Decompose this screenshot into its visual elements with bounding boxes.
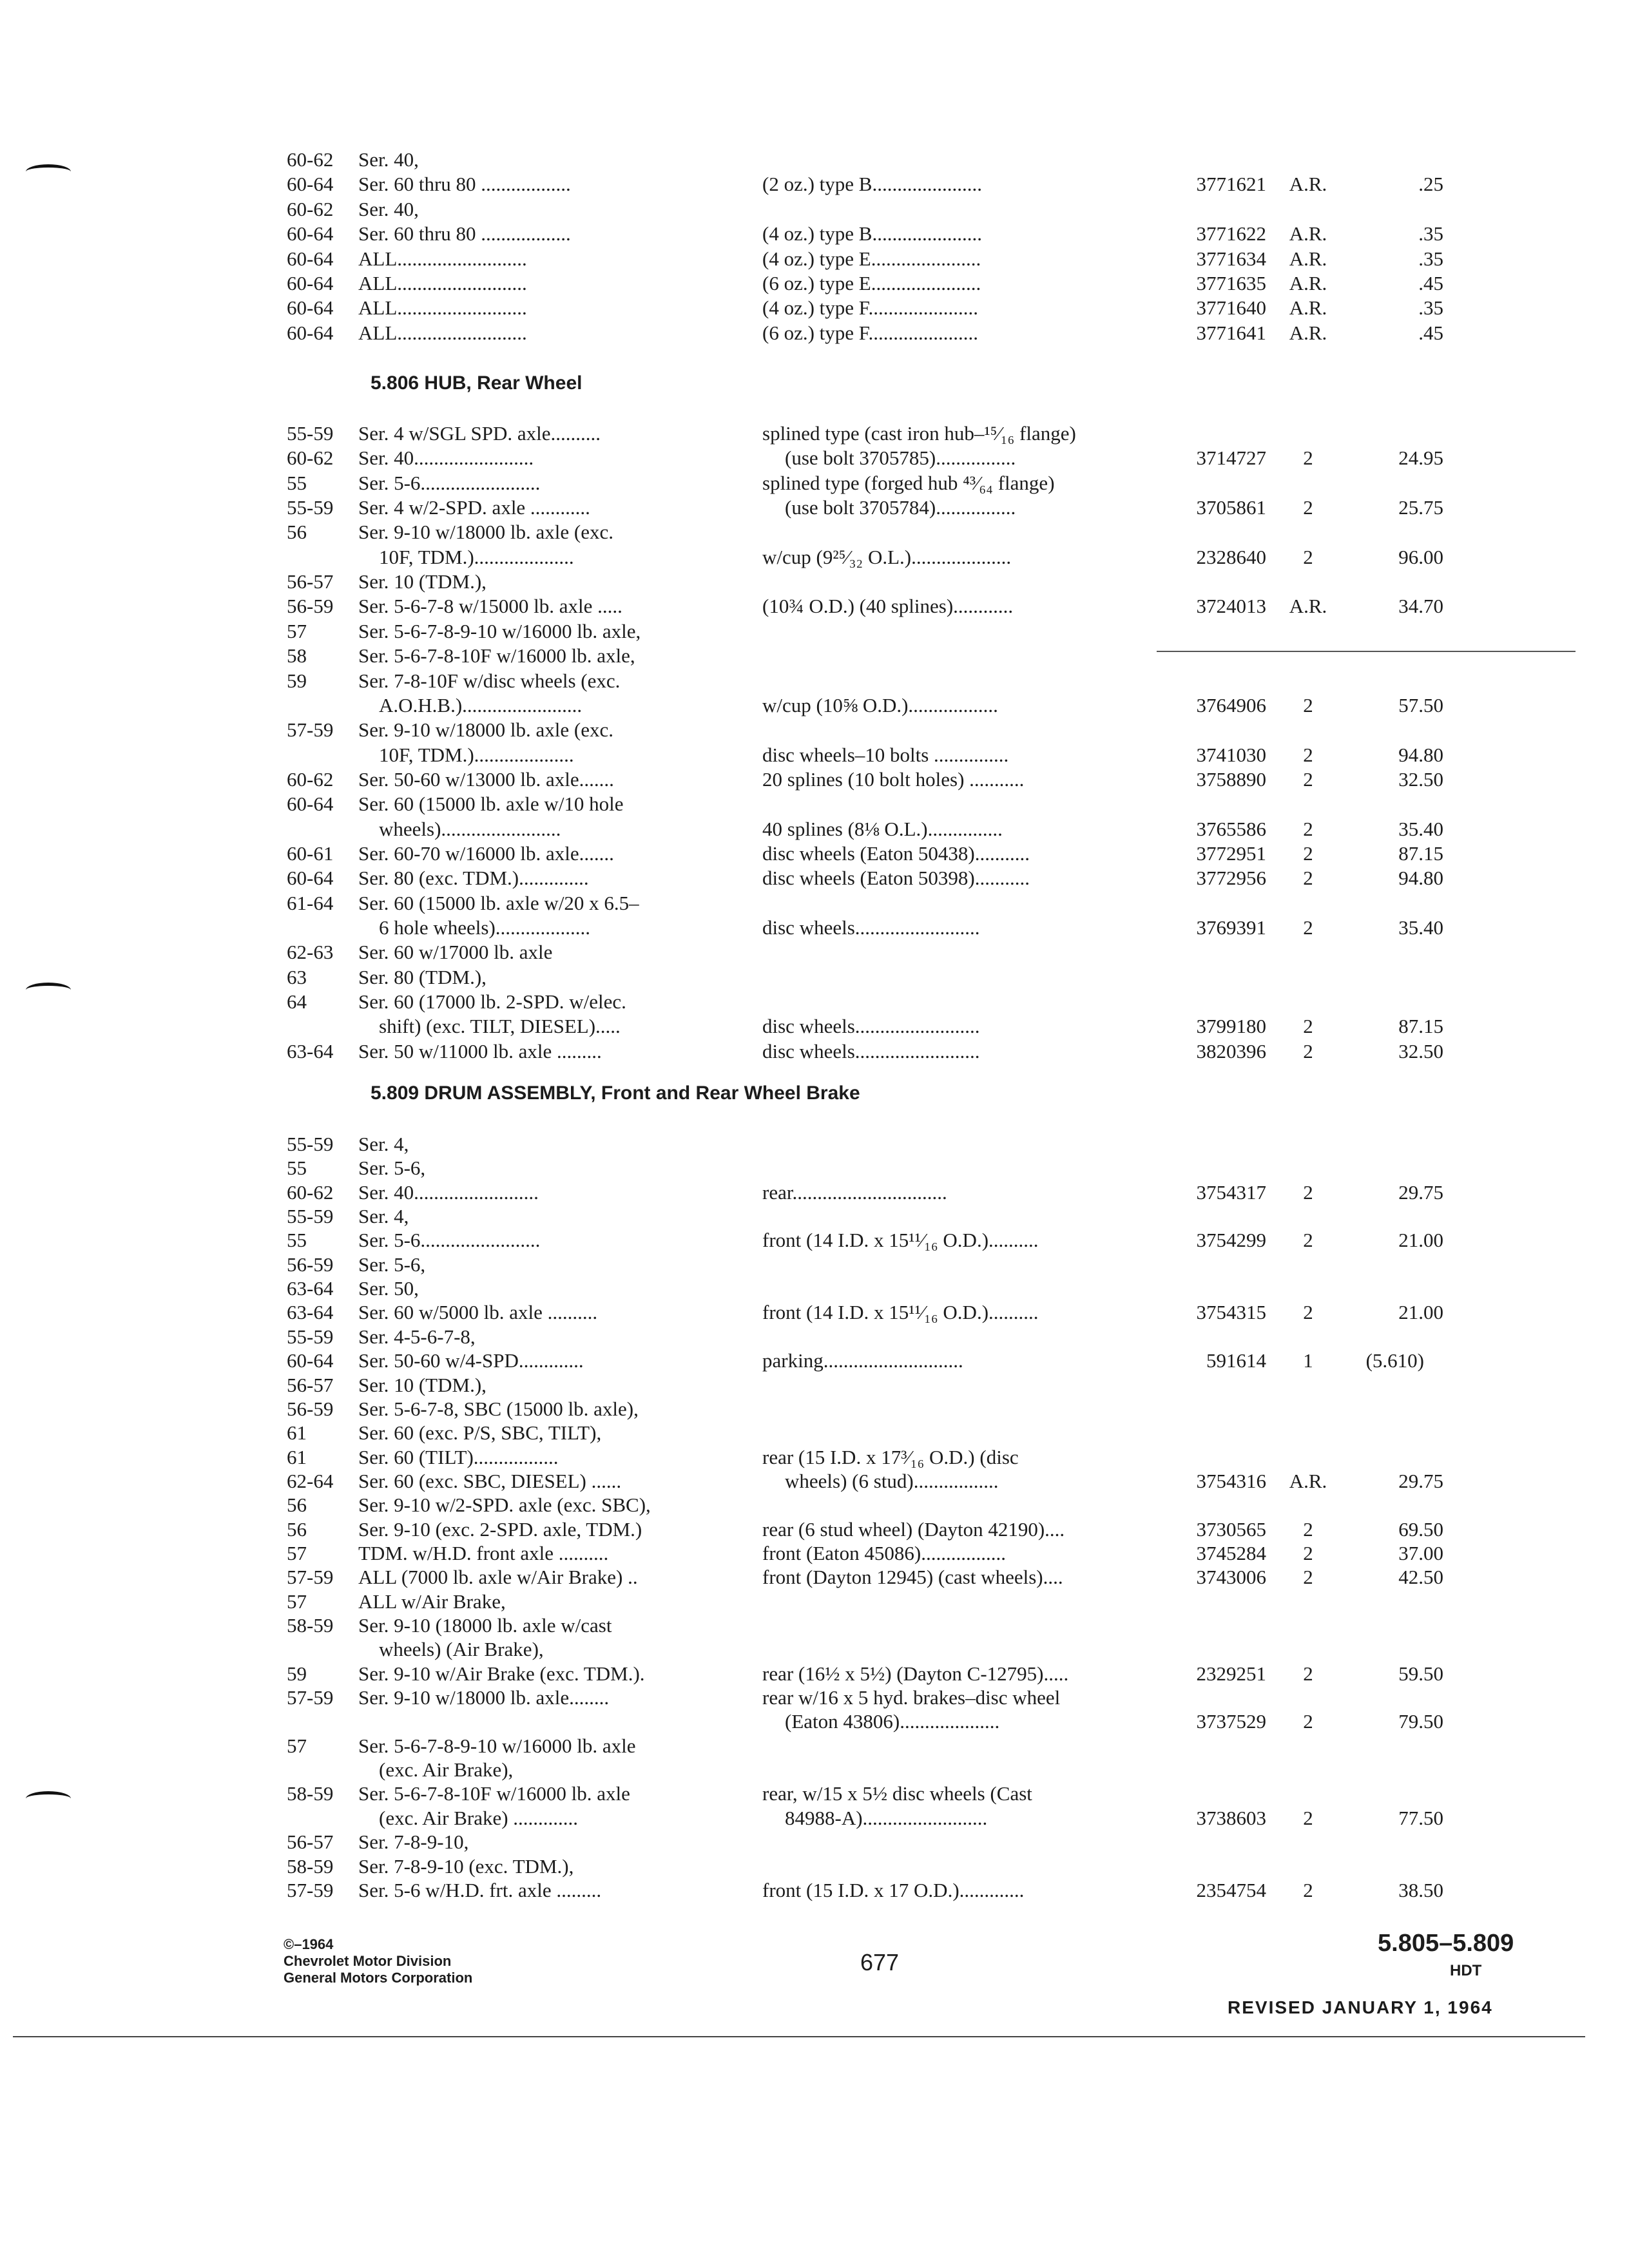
price: .35 — [1418, 247, 1443, 270]
application: Ser. 5-6-7-8-9-10 w/16000 lb. axle, — [358, 619, 641, 642]
model-year: 57 — [287, 1590, 307, 1613]
model-year: 60-64 — [287, 222, 334, 245]
price: 79.50 — [1398, 1710, 1443, 1733]
quantity: 2 — [1303, 1541, 1313, 1564]
application: Ser. 5-6-7-8-9-10 w/16000 lb. axle — [358, 1734, 636, 1757]
model-year: 55-59 — [287, 496, 334, 519]
application-continued: (exc. Air Brake) ............. — [379, 1806, 579, 1829]
part-description: 20 splines (10 bolt holes) ........... — [762, 767, 1025, 791]
section-heading-5-806: 5.806 HUB, Rear Wheel — [371, 372, 583, 394]
application: Ser. 4, — [358, 1133, 409, 1155]
part-description-continued: (use bolt 3705784)................ — [785, 496, 1016, 519]
model-year: 60-64 — [287, 867, 334, 890]
quantity: 2 — [1303, 1517, 1313, 1541]
section-heading-5-809: 5.809 DRUM ASSEMBLY, Front and Rear Wheel Brake — [371, 1082, 860, 1104]
model-year: 63-64 — [287, 1301, 334, 1324]
model-year: 57-59 — [287, 1686, 334, 1709]
model-year: 59 — [287, 669, 307, 692]
model-year: 63-64 — [287, 1277, 334, 1300]
model-year: 55-59 — [287, 1325, 334, 1348]
model-year: 55 — [287, 1157, 307, 1180]
part-number: 3737529 — [1196, 1710, 1266, 1733]
part-number: 3730565 — [1196, 1517, 1266, 1541]
part-number: 3743006 — [1196, 1566, 1266, 1589]
quantity: 2 — [1303, 496, 1313, 519]
part-description: disc wheels–10 bolts ............... — [762, 743, 1009, 766]
application: Ser. 60 (15000 lb. axle w/20 x 6.5– — [358, 891, 639, 914]
model-year: 56-59 — [287, 1397, 334, 1420]
part-description-continued: wheels) (6 stud)................. — [785, 1469, 999, 1492]
quantity: 1 — [1303, 1349, 1313, 1372]
model-year: 61-64 — [287, 891, 334, 914]
part-number: 3705861 — [1196, 496, 1266, 519]
application: Ser. 50-60 w/13000 lb. axle....... — [358, 767, 614, 791]
application: Ser. 60 thru 80 .................. — [358, 173, 571, 196]
application: Ser. 4 w/2-SPD. axle ............ — [358, 496, 590, 519]
model-year: 56-59 — [287, 1253, 334, 1276]
part-number: 3714727 — [1196, 447, 1266, 470]
part-number: 3758890 — [1196, 767, 1266, 791]
price: 69.50 — [1398, 1517, 1443, 1541]
price: 24.95 — [1398, 447, 1443, 470]
application-continued: shift) (exc. TILT, DIESEL)..... — [379, 1015, 621, 1038]
part-number: 3771622 — [1196, 222, 1266, 245]
price: .45 — [1418, 321, 1443, 344]
application: Ser. 10 (TDM.), — [358, 1373, 487, 1396]
quantity: 2 — [1303, 916, 1313, 939]
part-description: splined type (forged hub ⁴³⁄₆₄ flange) — [762, 471, 1055, 494]
application: Ser. 9-10 (exc. 2-SPD. axle, TDM.) — [358, 1517, 642, 1541]
application: ALL.......................... — [358, 321, 527, 344]
quantity: A.R. — [1289, 272, 1327, 294]
application: Ser. 80 (exc. TDM.).............. — [358, 867, 589, 890]
part-number: 3772951 — [1196, 841, 1266, 865]
application: Ser. 9-10 w/Air Brake (exc. TDM.). — [358, 1662, 645, 1685]
quantity: A.R. — [1289, 173, 1327, 196]
part-description: front (Dayton 12945) (cast wheels).... — [762, 1566, 1063, 1589]
application: Ser. 9-10 (18000 lb. axle w/cast — [358, 1614, 612, 1637]
application: Ser. 60 w/5000 lb. axle .......... — [358, 1301, 598, 1324]
price: 87.15 — [1398, 841, 1443, 865]
model-year: 58-59 — [287, 1782, 334, 1805]
binder-hole-mark — [26, 983, 71, 997]
application: Ser. 5-6........................ — [358, 471, 541, 494]
application: Ser. 5-6, — [358, 1157, 426, 1180]
part-number: 2328640 — [1196, 545, 1266, 568]
price: 29.75 — [1398, 1469, 1443, 1492]
quantity: 2 — [1303, 1662, 1313, 1685]
model-year: 60-62 — [287, 148, 334, 171]
price: 25.75 — [1398, 496, 1443, 519]
part-number: 3754317 — [1196, 1180, 1266, 1204]
application: ALL.......................... — [358, 296, 527, 320]
application: Ser. 60 thru 80 .................. — [358, 222, 571, 245]
price: 57.50 — [1398, 693, 1443, 716]
model-year: 63-64 — [287, 1039, 334, 1062]
part-number: 3771641 — [1196, 321, 1266, 344]
part-description: rear (15 I.D. x 17³⁄₁₆ O.D.) (disc — [762, 1445, 1019, 1468]
price: .35 — [1418, 222, 1443, 245]
application: Ser. 9-10 w/18000 lb. axle........ — [358, 1686, 610, 1709]
catalog-code: HDT — [1450, 1962, 1482, 1979]
model-year: 57-59 — [287, 718, 334, 742]
part-description-continued: 84988-A)......................... — [785, 1806, 988, 1829]
part-description: rear............................... — [762, 1180, 947, 1204]
quantity: 2 — [1303, 1566, 1313, 1589]
part-description: front (14 I.D. x 15¹¹⁄₁₆ O.D.).......... — [762, 1229, 1039, 1252]
model-year: 60-64 — [287, 1349, 334, 1372]
application: Ser. 5-6, — [358, 1253, 426, 1276]
price: .35 — [1418, 296, 1443, 320]
application: ALL (7000 lb. axle w/Air Brake) .. — [358, 1566, 638, 1589]
part-number: 3724013 — [1196, 595, 1266, 618]
part-number: 2329251 — [1196, 1662, 1266, 1685]
quantity: 2 — [1303, 1301, 1313, 1324]
application: Ser. 5-6-7-8, SBC (15000 lb. axle), — [358, 1397, 639, 1420]
model-year: 57-59 — [287, 1878, 334, 1901]
application: Ser. 9-10 w/18000 lb. axle (exc. — [358, 521, 614, 544]
publisher-credit — [284, 1936, 472, 1986]
part-description-continued: (Eaton 43806).................... — [785, 1710, 1000, 1733]
part-number: 3754299 — [1196, 1229, 1266, 1252]
application-continued: (exc. Air Brake), — [379, 1758, 514, 1782]
application-continued: wheels)........................ — [379, 817, 561, 840]
model-year: 58 — [287, 644, 307, 668]
price: 29.75 — [1398, 1180, 1443, 1204]
quantity: A.R. — [1289, 222, 1327, 245]
application: ALL w/Air Brake, — [358, 1590, 506, 1613]
model-year: 60-62 — [287, 767, 334, 791]
binder-hole-mark — [26, 164, 71, 179]
application: Ser. 60 (17000 lb. 2-SPD. w/elec. — [358, 990, 626, 1014]
application: Ser. 60 (exc. P/S, SBC, TILT), — [358, 1421, 602, 1445]
part-number: 3820396 — [1196, 1039, 1266, 1062]
application: Ser. 60-70 w/16000 lb. axle....... — [358, 841, 614, 865]
application-continued: A.O.H.B.)........................ — [379, 693, 583, 716]
part-description: (2 oz.) type B...................... — [762, 173, 982, 196]
part-description: rear w/16 x 5 hyd. brakes–disc wheel — [762, 1686, 1061, 1709]
quantity: 2 — [1303, 1806, 1313, 1829]
part-description: disc wheels......................... — [762, 1015, 980, 1038]
application: Ser. 5-6-7-8-10F w/16000 lb. axle, — [358, 644, 635, 668]
part-description: rear, w/15 x 5½ disc wheels (Cast — [762, 1782, 1032, 1805]
price: 42.50 — [1398, 1566, 1443, 1589]
application: Ser. 40........................ — [358, 447, 534, 470]
part-description: (10¾ O.D.) (40 splines)............ — [762, 595, 1014, 618]
binder-hole-mark — [26, 1791, 71, 1806]
part-description: (6 oz.) type F...................... — [762, 321, 979, 344]
application: Ser. 9-10 w/18000 lb. axle (exc. — [358, 718, 614, 742]
price: 77.50 — [1398, 1806, 1443, 1829]
model-year: 55-59 — [287, 1133, 334, 1155]
quantity: 2 — [1303, 1229, 1313, 1252]
price: 87.15 — [1398, 1015, 1443, 1038]
part-description: (4 oz.) type B...................... — [762, 222, 982, 245]
application-continued: 10F, TDM.).................... — [379, 743, 574, 766]
price: 32.50 — [1398, 767, 1443, 791]
model-year: 57 — [287, 1541, 307, 1564]
application: Ser. 5-6-7-8-10F w/16000 lb. axle — [358, 1782, 630, 1805]
model-year: 60-64 — [287, 272, 334, 294]
model-year: 61 — [287, 1421, 307, 1445]
model-year: 55-59 — [287, 422, 334, 445]
application: Ser. 40, — [358, 197, 419, 220]
quantity: 2 — [1303, 867, 1313, 890]
price: 59.50 — [1398, 1662, 1443, 1685]
part-description: disc wheels......................... — [762, 916, 980, 939]
application: Ser. 10 (TDM.), — [358, 570, 487, 593]
part-description: 40 splines (8⅛ O.L.)............... — [762, 817, 1003, 840]
part-number: 3769391 — [1196, 916, 1266, 939]
part-description: splined type (cast iron hub–¹⁵⁄₁₆ flange) — [762, 422, 1076, 445]
corporation-line: General Motors Corporation — [284, 1970, 473, 1986]
application: Ser. 5-6........................ — [358, 1229, 541, 1252]
quantity: 2 — [1303, 1878, 1313, 1901]
application: Ser. 60 (TILT)................. — [358, 1445, 559, 1468]
application: Ser. 7-8-9-10 (exc. TDM.), — [358, 1854, 574, 1878]
part-description: front (14 I.D. x 15¹¹⁄₁₆ O.D.).......... — [762, 1301, 1039, 1324]
quantity: A.R. — [1289, 321, 1327, 344]
application-continued: 10F, TDM.).................... — [379, 545, 574, 568]
model-year: 60-64 — [287, 296, 334, 320]
part-description: parking............................ — [762, 1349, 963, 1372]
price: 37.00 — [1398, 1541, 1443, 1564]
model-year: 57-59 — [287, 1566, 334, 1589]
part-description: (6 oz.) type E...................... — [762, 272, 981, 294]
copyright-line: ©–1964 — [284, 1936, 334, 1952]
part-description: rear (16½ x 5½) (Dayton C-12795)..... — [762, 1662, 1069, 1685]
quantity: 2 — [1303, 1710, 1313, 1733]
model-year: 57 — [287, 619, 307, 642]
part-number: 3741030 — [1196, 743, 1266, 766]
part-number: 3738603 — [1196, 1806, 1266, 1829]
part-number: 3771635 — [1196, 272, 1266, 294]
model-year: 57 — [287, 1734, 307, 1757]
part-number: 3754315 — [1196, 1301, 1266, 1324]
part-description: (4 oz.) type E...................... — [762, 247, 981, 270]
model-year: 56-57 — [287, 1373, 334, 1396]
part-number: 3771634 — [1196, 247, 1266, 270]
part-number: 3799180 — [1196, 1015, 1266, 1038]
bottom-rule — [13, 2036, 1585, 2037]
part-number: 3772956 — [1196, 867, 1266, 890]
model-year: 55 — [287, 1229, 307, 1252]
application: Ser. 50 w/11000 lb. axle ......... — [358, 1039, 602, 1062]
model-year: 60-64 — [287, 321, 334, 344]
application: Ser. 7-8-9-10, — [358, 1831, 469, 1854]
application: Ser. 80 (TDM.), — [358, 965, 487, 988]
application-continued: 6 hole wheels)................... — [379, 916, 591, 939]
model-year: 55-59 — [287, 1205, 334, 1228]
model-year: 60-62 — [287, 197, 334, 220]
quantity: A.R. — [1289, 296, 1327, 320]
part-description: disc wheels (Eaton 50438)........... — [762, 841, 1030, 865]
part-description: front (15 I.D. x 17 O.D.)............. — [762, 1878, 1025, 1901]
price: 96.00 — [1398, 545, 1443, 568]
model-year: 60-64 — [287, 173, 334, 196]
part-description: w/cup (10⅝ O.D.).................. — [762, 693, 998, 716]
application: ALL.......................... — [358, 272, 527, 294]
price: 32.50 — [1398, 1039, 1443, 1062]
model-year: 56-57 — [287, 1831, 334, 1854]
quantity: 2 — [1303, 1039, 1313, 1062]
model-year: 63 — [287, 965, 307, 988]
part-number: 3771640 — [1196, 296, 1266, 320]
price: (5.610) — [1365, 1349, 1424, 1372]
application: Ser. 5-6-7-8 w/15000 lb. axle ..... — [358, 595, 622, 618]
model-year: 64 — [287, 990, 307, 1014]
part-description: (4 oz.) type F...................... — [762, 296, 979, 320]
price: 94.80 — [1398, 867, 1443, 890]
model-year: 55 — [287, 471, 307, 494]
application: Ser. 40......................... — [358, 1180, 539, 1204]
quantity: 2 — [1303, 743, 1313, 766]
model-year: 62-64 — [287, 1469, 334, 1492]
part-description: rear (6 stud wheel) (Dayton 42190).... — [762, 1517, 1065, 1541]
quantity: 2 — [1303, 817, 1313, 840]
division-line: Chevrolet Motor Division — [284, 1953, 452, 1969]
price: 35.40 — [1398, 817, 1443, 840]
part-description: front (Eaton 45086)................. — [762, 1541, 1006, 1564]
part-number: 3764906 — [1196, 693, 1266, 716]
application: Ser. 50, — [358, 1277, 419, 1300]
model-year: 56-57 — [287, 570, 334, 593]
application: Ser. 9-10 w/2-SPD. axle (exc. SBC), — [358, 1494, 651, 1517]
part-number: 591614 — [1206, 1349, 1266, 1372]
model-year: 60-64 — [287, 793, 334, 816]
part-description: disc wheels......................... — [762, 1039, 980, 1062]
quantity: 2 — [1303, 693, 1313, 716]
price: 21.00 — [1398, 1301, 1443, 1324]
model-year: 58-59 — [287, 1854, 334, 1878]
part-description: w/cup (9²⁵⁄₃₂ O.L.).................... — [762, 545, 1012, 568]
application: ALL.......................... — [358, 247, 527, 270]
application: Ser. 7-8-10F w/disc wheels (exc. — [358, 669, 621, 692]
application: Ser. 5-6 w/H.D. frt. axle ......... — [358, 1878, 602, 1901]
application: Ser. 60 (exc. SBC, DIESEL) ...... — [358, 1469, 622, 1492]
model-year: 60-64 — [287, 247, 334, 270]
part-number: 2354754 — [1196, 1878, 1266, 1901]
application: Ser. 4, — [358, 1205, 409, 1228]
model-year: 61 — [287, 1445, 307, 1468]
page-number: 677 — [860, 1949, 900, 1975]
application: Ser. 60 (15000 lb. axle w/10 hole — [358, 793, 624, 816]
price: .45 — [1418, 272, 1443, 294]
model-year: 60-62 — [287, 1180, 334, 1204]
part-number: 3771621 — [1196, 173, 1266, 196]
model-year: 58-59 — [287, 1614, 334, 1637]
price: .25 — [1418, 173, 1443, 196]
part-description-continued: (use bolt 3705785)................ — [785, 447, 1016, 470]
price: 35.40 — [1398, 916, 1443, 939]
application: Ser. 40, — [358, 148, 419, 171]
section-range: 5.805–5.809 — [1378, 1930, 1514, 1957]
model-year: 56-59 — [287, 595, 334, 618]
application: TDM. w/H.D. front axle .......... — [358, 1541, 609, 1564]
model-year: 60-61 — [287, 841, 334, 865]
model-year: 59 — [287, 1662, 307, 1685]
quantity: 2 — [1303, 1015, 1313, 1038]
application: Ser. 50-60 w/4-SPD............. — [358, 1349, 584, 1372]
model-year: 56 — [287, 521, 307, 544]
price: 38.50 — [1398, 1878, 1443, 1901]
part-number: 3765586 — [1196, 817, 1266, 840]
model-year: 56 — [287, 1494, 307, 1517]
quantity: A.R. — [1289, 1469, 1327, 1492]
part-description: disc wheels (Eaton 50398)........... — [762, 867, 1030, 890]
quantity: 2 — [1303, 447, 1313, 470]
quantity: A.R. — [1289, 595, 1327, 618]
part-number: 3745284 — [1196, 1541, 1266, 1564]
application-continued: wheels) (Air Brake), — [379, 1638, 544, 1661]
quantity: 2 — [1303, 545, 1313, 568]
quantity: 2 — [1303, 767, 1313, 791]
revision-date: REVISED JANUARY 1, 1964 — [1228, 1997, 1493, 2017]
quantity: 2 — [1303, 841, 1313, 865]
application: Ser. 4 w/SGL SPD. axle.......... — [358, 422, 601, 445]
quantity: A.R. — [1289, 247, 1327, 270]
model-year: 56 — [287, 1517, 307, 1541]
application: Ser. 4-5-6-7-8, — [358, 1325, 476, 1348]
price: 21.00 — [1398, 1229, 1443, 1252]
quantity: 2 — [1303, 1180, 1313, 1204]
part-number: 3754316 — [1196, 1469, 1266, 1492]
price: 34.70 — [1398, 595, 1443, 618]
divider-rule — [1157, 651, 1576, 652]
price: 94.80 — [1398, 743, 1443, 766]
application: Ser. 60 w/17000 lb. axle — [358, 941, 553, 964]
model-year: 62-63 — [287, 941, 334, 964]
model-year: 60-62 — [287, 447, 334, 470]
